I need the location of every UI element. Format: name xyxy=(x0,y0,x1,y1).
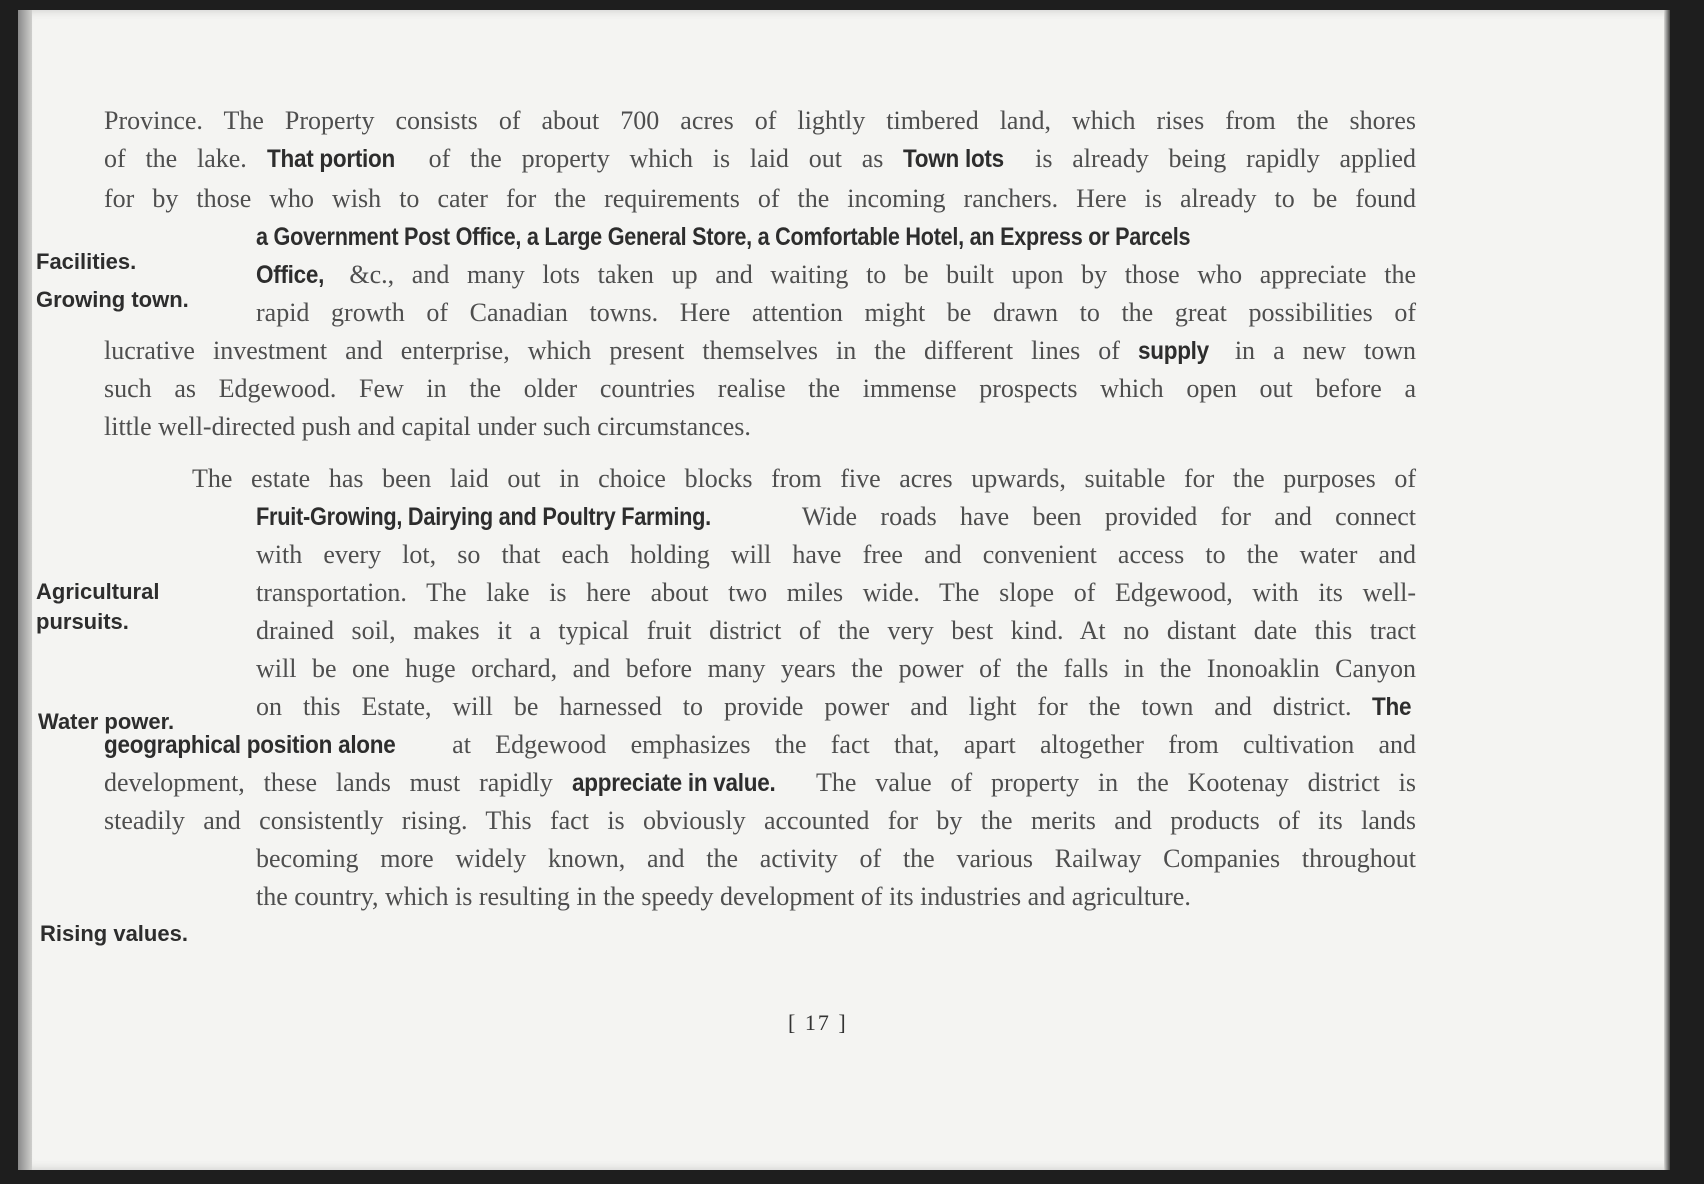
bold-phrase: That portion xyxy=(266,145,395,173)
text-line-4 xyxy=(256,222,1416,252)
margin-note-pursuits: pursuits. xyxy=(36,609,129,634)
margin-note-agricultural: Agricultural xyxy=(36,579,160,604)
bold-phrase: supply xyxy=(1137,337,1209,365)
bold-phrase: Town lots xyxy=(903,145,1005,173)
text-segment: in a new town xyxy=(1234,336,1417,365)
page-number: [ 17 ] xyxy=(788,1010,848,1035)
text-line-7 xyxy=(104,336,1416,366)
margin-note-growing-town: Growing town. xyxy=(36,287,189,312)
text-line-9: little well-directed push and capital under such circumstances. xyxy=(104,412,751,441)
page-binding-shadow xyxy=(18,10,32,1170)
bold-phrase: Fruit-Growing, Dairying and Poultry Farming. xyxy=(256,503,711,531)
margin-note-water-power: Water power. xyxy=(38,709,175,734)
text-segment: Wide roads have been provided for and connect xyxy=(801,502,1416,531)
text-segment: at Edgewood emphasizes the fact that, apart altogether from cultivation and xyxy=(452,730,1416,759)
text-segment: &c., and many lots taken up and waiting to be built upon by those who appreciate the xyxy=(349,260,1416,289)
text-line-16 xyxy=(256,692,1416,722)
text-line-14: drained soil, makes it a typical fruit district of the very best kind. At no distant date this tract xyxy=(256,616,1416,645)
bold-phrase: geographical position alone xyxy=(104,731,396,759)
text-line-20: becoming more widely known, and the activity of the various Railway Companies throughout xyxy=(256,844,1416,873)
text-line-5 xyxy=(256,260,1416,290)
text-segment: of the lake. xyxy=(104,144,247,173)
text-line-21: the country, which is resulting in the speedy development of its industries and agriculture. xyxy=(256,882,1191,911)
margin-note-facilities: Facilities. xyxy=(36,249,137,274)
text-line-10: The estate has been laid out in choice blocks from five acres upwards, suitable for the purposes of xyxy=(192,464,1416,493)
text-line-11 xyxy=(256,502,1416,532)
text-segment: lucrative investment and enterprise, which present themselves in the different lines of xyxy=(104,336,1120,365)
text-line-18 xyxy=(104,768,1416,798)
margin-note-rising-values: Rising values. xyxy=(40,921,188,946)
bold-phrase: appreciate in value. xyxy=(571,769,776,797)
page-right-edge xyxy=(1664,10,1670,1170)
text-line-2 xyxy=(104,144,1416,174)
book-page xyxy=(18,10,1670,1170)
text-line-6: rapid growth of Canadian towns. Here attention might be drawn to the great possibilities of xyxy=(256,298,1416,327)
text-line-3: for by those who wish to cater for the requirements of the incoming ranchers. Here is already to be found xyxy=(104,184,1416,213)
text-line-13: transportation. The lake is here about two miles wide. The slope of Edgewood, with its well- xyxy=(256,578,1416,607)
text-line-17 xyxy=(104,730,1416,760)
text-segment: on this Estate, will be harnessed to provide power and light for the town and district. xyxy=(256,692,1352,721)
text-line-12: with every lot, so that each holding will have free and convenient access to the water and xyxy=(256,540,1416,569)
text-segment: is already being rapidly applied xyxy=(1035,144,1417,173)
text-segment: of the property which is laid out as xyxy=(428,144,884,173)
bold-phrase: Office, xyxy=(256,261,325,289)
text-segment: development, these lands must rapidly xyxy=(104,768,553,797)
bold-phrase: The xyxy=(1372,693,1412,721)
text-segment: The value of property in the Kootenay district is xyxy=(816,768,1416,797)
bold-phrase: a Government Post Office, a Large General Store, a Comfortable Hotel, an Express or Parcels xyxy=(256,223,1191,251)
text-line-8: such as Edgewood. Few in the older countries realise the immense prospects which open out before a xyxy=(104,374,1416,403)
text-line-19: steadily and consistently rising. This fact is obviously accounted for by the merits and products of its lands xyxy=(104,806,1416,835)
text-line-1: Province. The Property consists of about 700 acres of lightly timbered land, which rises from the shores xyxy=(104,106,1416,135)
text-line-15: will be one huge orchard, and before many years the power of the falls in the Inonoaklin Canyon xyxy=(256,654,1416,683)
